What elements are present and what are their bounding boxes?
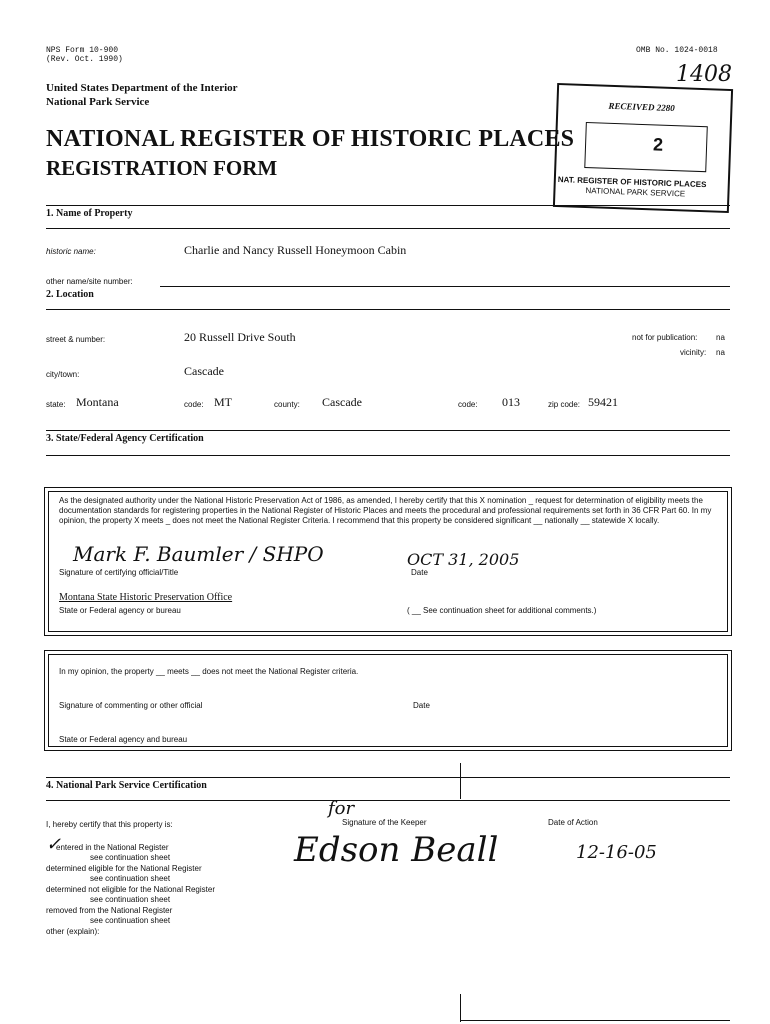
service: National Park Service [46, 96, 150, 108]
divider [46, 309, 730, 310]
revision: (Rev. Oct. 1990) [46, 55, 123, 64]
divider [46, 430, 730, 431]
option-entered: entered in the National Register [56, 843, 169, 852]
option-continuation: see continuation sheet [90, 916, 171, 925]
agency-label: State or Federal agency or bureau [59, 606, 181, 615]
state-code-value: MT [214, 395, 232, 409]
street-label: street & number: [46, 335, 106, 344]
option-other: other (explain): [46, 927, 100, 936]
department: United States Department of the Interior [46, 82, 238, 94]
option-continuation: see continuation sheet [90, 895, 171, 904]
form-number: NPS Form 10-900 [46, 46, 119, 55]
state-label: state: [46, 400, 66, 409]
keeper-signature: Edson Beall [294, 830, 499, 870]
comment-agency-label: State or Federal agency and bureau [59, 735, 188, 744]
received-stamp [553, 83, 733, 213]
handwritten-number: 1408 [676, 62, 732, 87]
opinion-box [44, 650, 732, 751]
divider [46, 777, 730, 778]
vicinity-label: vicinity: [680, 348, 707, 357]
for-annotation: for [328, 798, 355, 819]
stamp-nps: NATIONAL PARK SERVICE [585, 186, 686, 199]
comment-signature-label: Signature of commenting or other official [59, 701, 203, 710]
county-label: county: [274, 400, 300, 409]
signature-label: Signature of certifying official/Title [59, 568, 179, 577]
zip-value: 59421 [588, 395, 618, 409]
divider [160, 286, 730, 287]
divider [460, 994, 461, 1022]
not-for-publication-label: not for publication: [632, 333, 698, 342]
historic-name-label: historic name: [46, 247, 96, 256]
certifying-signature: Mark F. Baumler / SHPO [73, 542, 324, 566]
divider [46, 205, 730, 206]
continuation-note: ( __ See continuation sheet for additional comments.) [407, 606, 597, 615]
city-value: Cascade [184, 364, 224, 378]
keeper-label: Signature of the Keeper [342, 818, 427, 827]
vicinity-value: na [716, 348, 725, 357]
divider [460, 763, 461, 799]
city-label: city/town: [46, 370, 80, 379]
form-subtitle: REGISTRATION FORM [46, 156, 278, 180]
street-value: 20 Russell Drive South [184, 330, 296, 344]
section-1-heading: 1. Name of Property [46, 208, 133, 219]
certify-text: I, hereby certify that this property is: [46, 820, 173, 829]
stamp-received: RECEIVED 2280 [608, 100, 675, 114]
opinion-text: In my opinion, the property __ meets __ does not meet the National Register criteria. [59, 667, 359, 676]
stamp-register: NAT. REGISTER OF HISTORIC PLACES [557, 175, 707, 190]
certification-box [44, 487, 732, 636]
form-title: NATIONAL REGISTER OF HISTORIC PLACES [46, 126, 575, 152]
omb-number: OMB No. 1024-0018 [636, 46, 718, 55]
certification-date-value: OCT 31, 2005 [407, 550, 520, 569]
state-code-label: code: [184, 400, 204, 409]
option-continuation: see continuation sheet [90, 874, 171, 883]
stamp-number: 2 [652, 134, 664, 155]
action-date: 12-16-05 [576, 842, 657, 863]
option-removed: removed from the National Register [46, 906, 173, 915]
zip-label: zip code: [548, 400, 581, 409]
other-name-label: other name/site number: [46, 277, 133, 286]
state-value: Montana [76, 395, 119, 409]
county-code-label: code: [458, 400, 478, 409]
option-not-eligible: determined not eligible for the National Register [46, 885, 215, 894]
stamp-inner-box [584, 122, 708, 172]
comment-date-label: Date [413, 701, 430, 710]
section-4-heading: 4. National Park Service Certification [46, 780, 207, 791]
option-eligible: determined eligible for the National Register [46, 864, 202, 873]
divider [46, 228, 730, 229]
county-code-value: 013 [502, 395, 520, 409]
option-continuation: see continuation sheet [90, 853, 171, 862]
county-value: Cascade [322, 395, 362, 409]
not-for-publication-value: na [716, 333, 725, 342]
date-of-action-label: Date of Action [548, 818, 598, 827]
divider [46, 800, 730, 801]
entered-checkmark: ✓ [46, 834, 62, 855]
divider [46, 455, 730, 456]
section-3-heading: 3. State/Federal Agency Certification [46, 433, 204, 444]
divider [460, 1020, 730, 1021]
certification-text: As the designated authority under the National Historic Preservation Act of 1986, as amended, I hereby certify that this X nomination _ request for determination of eligibility meets the documentation standards for registering properties in the National Register of Historic Places and meets the procedural and professional requirements set forth in 36 CFR Part 60. In my opinion, the property X meets _ does not meet the National Register Criteria. I recommend that this property be considered significant __ nationally __ statewide X locally. [59, 496, 712, 525]
agency-office: Montana State Historic Preservation Office [59, 592, 233, 603]
section-2-heading: 2. Location [46, 289, 94, 300]
historic-name-value: Charlie and Nancy Russell Honeymoon Cabin [184, 243, 407, 257]
date-label: Date [411, 568, 428, 577]
